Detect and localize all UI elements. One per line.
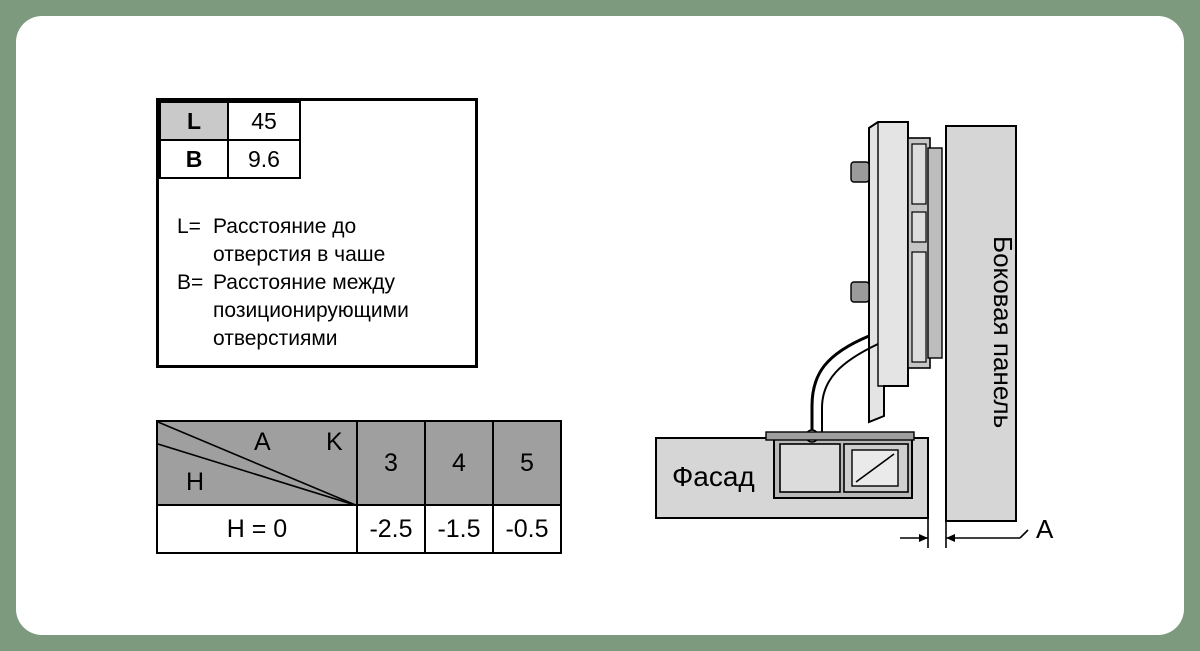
legend-definition-b bbox=[177, 269, 467, 297]
hinge-technical-drawing bbox=[616, 86, 1136, 566]
corner-inner bbox=[158, 422, 356, 504]
h-offset-table bbox=[156, 420, 562, 554]
hinge-drawing-svg bbox=[616, 86, 1136, 566]
legend-definition-l bbox=[177, 213, 467, 241]
legend-definitions bbox=[177, 213, 467, 353]
lb-key-l: L bbox=[160, 102, 228, 140]
lb-dimension-table bbox=[159, 101, 301, 179]
table-row bbox=[157, 505, 561, 553]
h-col-header-0: 3 bbox=[357, 421, 425, 505]
h-value-0: -2.5 bbox=[357, 505, 425, 553]
legend-text-l-1: Расстояние до bbox=[213, 215, 357, 238]
corner-label-h: H bbox=[186, 468, 205, 496]
lb-value-l: 45 bbox=[228, 102, 300, 140]
corner-label-k: K bbox=[326, 428, 343, 456]
facade-label: Фасад bbox=[672, 461, 755, 492]
legend-text-b-1: Расстояние между bbox=[213, 271, 395, 294]
hinge-cup-group bbox=[766, 430, 914, 498]
diagram-card bbox=[16, 16, 1184, 635]
table-row bbox=[160, 102, 300, 140]
table-corner-cell bbox=[157, 421, 357, 505]
dimension-a-group bbox=[900, 518, 1028, 548]
lb-value-b: 9.6 bbox=[228, 140, 300, 178]
h-col-header-1: 4 bbox=[425, 421, 493, 505]
corner-label-a: A bbox=[254, 428, 271, 456]
legend-key-b: B= bbox=[177, 271, 204, 294]
table-row bbox=[157, 421, 561, 505]
legend-text-l-2: отверстия в чаше bbox=[213, 243, 386, 266]
legend-box bbox=[156, 98, 478, 368]
legend-key-l: L= bbox=[177, 215, 201, 238]
lb-key-b: B bbox=[160, 140, 228, 178]
dimension-a-label: A bbox=[1036, 514, 1054, 544]
side-panel-label: Боковая панель bbox=[988, 236, 1018, 429]
hinge-arm-group bbox=[812, 122, 942, 438]
table-row bbox=[160, 140, 300, 178]
h-row-label: H = 0 bbox=[157, 505, 357, 553]
h-value-2: -0.5 bbox=[493, 505, 561, 553]
legend-text-b-3: отверстиями bbox=[213, 327, 338, 350]
h-col-header-2: 5 bbox=[493, 421, 561, 505]
legend-text-b-2: позиционирующими bbox=[213, 299, 409, 322]
h-value-1: -1.5 bbox=[425, 505, 493, 553]
